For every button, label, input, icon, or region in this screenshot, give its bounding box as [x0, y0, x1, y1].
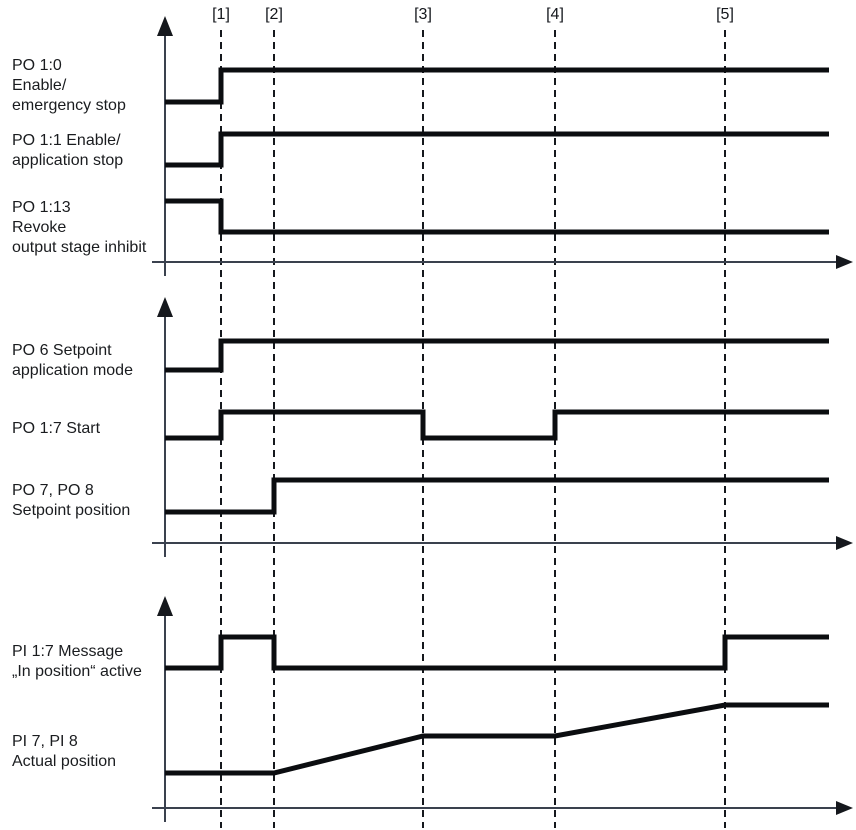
signal-label-line: Actual position — [12, 753, 117, 770]
time-marker-label-2: [2] — [265, 6, 283, 23]
signal-label-line: application stop — [12, 152, 124, 169]
signal-label-line: PO 1:1 Enable/ — [12, 132, 121, 149]
signal-label-po-1-0 — [12, 56, 126, 116]
signal-label-line: PI 1:7 Message — [12, 643, 124, 660]
signal-label-po-1-7 — [12, 419, 100, 439]
signal-label-line: PO 1:0 — [12, 57, 62, 74]
signal-label-line: Revoke — [12, 219, 67, 236]
signal-label-line: Setpoint position — [12, 502, 131, 519]
signal-label-line: application mode — [12, 362, 133, 379]
signal-label-line: Enable/ — [12, 77, 67, 94]
signal-label-line: PO 1:13 — [12, 199, 71, 216]
time-marker-label-5: [5] — [716, 6, 734, 23]
time-marker-label-1: [1] — [212, 6, 230, 23]
signal-label-po-6 — [12, 341, 133, 381]
signal-label-po-1-1 — [12, 131, 123, 171]
signal-label-line: PI 7, PI 8 — [12, 733, 78, 750]
signal-label-line: PO 7, PO 8 — [12, 482, 94, 499]
time-marker-label-4: [4] — [546, 6, 564, 23]
signal-label-line: PO 6 Setpoint — [12, 342, 112, 359]
signal-label-line: output stage inhibit — [12, 239, 147, 256]
signal-label-line: emergency stop — [12, 97, 126, 114]
signal-label-po-1-13 — [12, 198, 146, 258]
time-marker-label-3: [3] — [414, 6, 432, 23]
signal-label-po-7-po-8 — [12, 481, 130, 521]
signal-label-line: PO 1:7 Start — [12, 420, 101, 437]
signal-label-pi-1-7 — [12, 642, 142, 682]
signal-label-pi-7-pi-8 — [12, 732, 116, 772]
signal-label-line: „In position“ active — [12, 663, 142, 680]
